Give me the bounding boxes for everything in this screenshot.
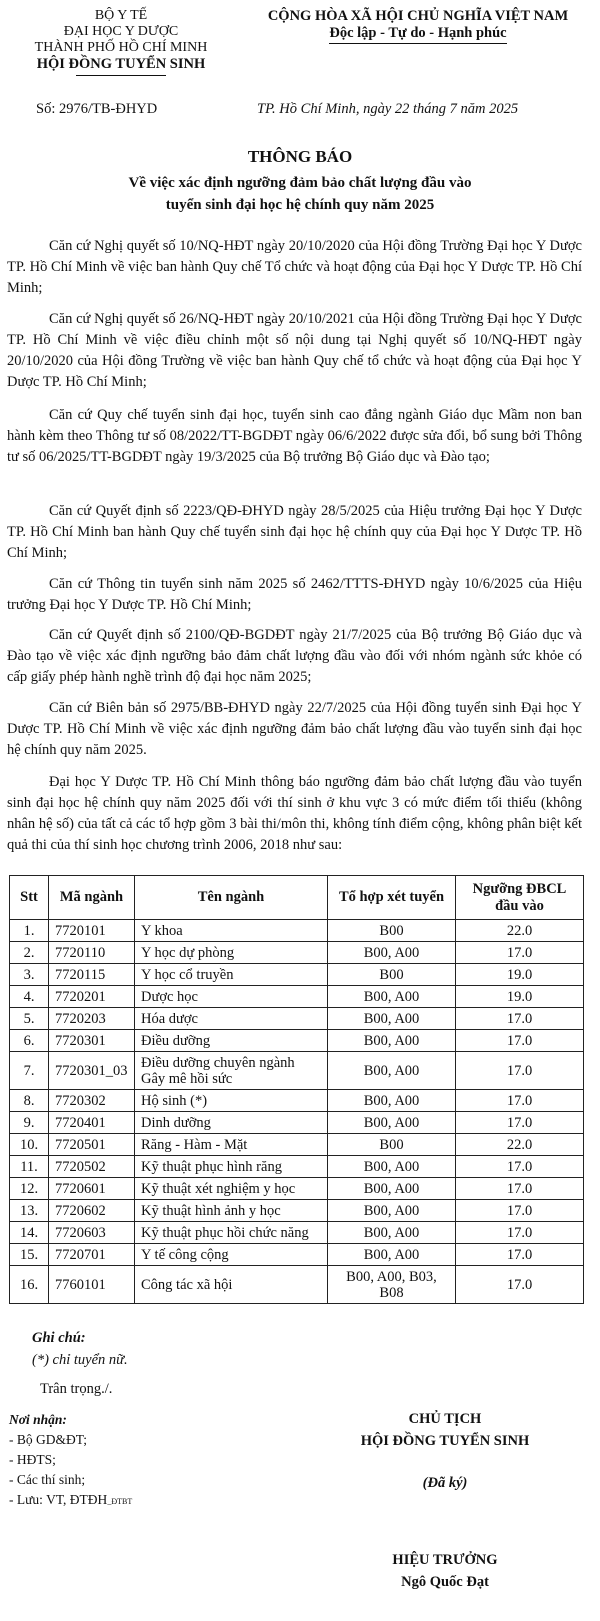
issuer-ministry: BỘ Y TẾ [94, 8, 148, 23]
cell-combination: B00, A00 [328, 1178, 456, 1200]
issuer-city: THÀNH PHỐ HỒ CHÍ MINH [34, 40, 208, 55]
cell-major: Kỹ thuật phục hồi chức năng [135, 1222, 328, 1244]
cell-code: 7760101 [49, 1266, 135, 1304]
table-row [10, 1222, 584, 1244]
cell-combination: B00, A00 [328, 1112, 456, 1134]
table-row [10, 1030, 584, 1052]
legal-basis-6: Căn cứ Quyết định số 2100/QĐ-BGDĐT ngày 21/7/2025 của Bộ trưởng Bộ Giáo dục và Đào tạo về việc xác định ngưỡng bảo đảm chất lượng đầu vào đối với nhóm ngành sức khỏe có cấp giấy phép hành nghề trình độ đại học năm 2025; [7, 627, 582, 685]
table-row [10, 1156, 584, 1178]
cell-stt: 4. [10, 986, 49, 1008]
cell-combination: B00, A00 [328, 1222, 456, 1244]
cell-threshold: 19.0 [456, 964, 584, 986]
cell-threshold: 17.0 [456, 1030, 584, 1052]
legal-basis-4: Căn cứ Quyết định số 2223/QĐ-ĐHYD ngày 28/5/2025 của Hiệu trưởng Đại học Y Dược TP. Hồ Chí Minh ban hành Quy chế tuyển sinh đại học hệ chính quy của Đại học Y Dược TP. Hồ Chí Minh; [7, 503, 582, 561]
notice-title: THÔNG BÁO [247, 147, 353, 166]
col-header-threshold: Ngưỡng ĐBCL đầu vào [456, 876, 584, 920]
cell-threshold: 17.0 [456, 1266, 584, 1304]
cell-stt: 11. [10, 1156, 49, 1178]
cell-stt: 10. [10, 1134, 49, 1156]
cell-combination: B00, A00, B03, B08 [328, 1266, 456, 1304]
cell-threshold: 17.0 [456, 1090, 584, 1112]
cell-combination: B00, A00 [328, 942, 456, 964]
cell-code: 7720602 [49, 1200, 135, 1222]
cell-stt: 12. [10, 1178, 49, 1200]
cell-stt: 1. [10, 920, 49, 942]
cell-threshold: 17.0 [456, 1008, 584, 1030]
cell-code: 7720601 [49, 1178, 135, 1200]
cell-threshold: 17.0 [456, 942, 584, 964]
cell-major: Hóa dược [135, 1008, 328, 1030]
cell-major: Điều dưỡng [135, 1030, 328, 1052]
cell-major: Kỹ thuật hình ảnh y học [135, 1200, 328, 1222]
cell-combination: B00 [328, 964, 456, 986]
col-header-stt: Stt [10, 876, 49, 920]
cell-combination: B00, A00 [328, 1008, 456, 1030]
national-motto-block [248, 8, 588, 44]
cell-threshold: 22.0 [456, 920, 584, 942]
cell-stt: 6. [10, 1030, 49, 1052]
cell-code: 7720115 [49, 964, 135, 986]
cell-threshold: 22.0 [456, 1134, 584, 1156]
table-row [10, 986, 584, 1008]
cell-code: 7720110 [49, 942, 135, 964]
cell-major: Y học dự phòng [135, 942, 328, 964]
table-row [10, 1090, 584, 1112]
cell-major: Dinh dưỡng [135, 1112, 328, 1134]
cell-code: 7720301_03 [49, 1052, 135, 1090]
table-header-row [10, 876, 584, 920]
document-number: Số: 2976/TB-ĐHYD [36, 101, 158, 117]
national-name: CỘNG HÒA XÃ HỘI CHỦ NGHĨA VIỆT NAM [267, 8, 569, 24]
col-header-combination: Tổ hợp xét tuyển [328, 876, 456, 920]
recipients-block [9, 1410, 132, 1512]
cell-major: Y học cổ truyền [135, 964, 328, 986]
cell-combination: B00, A00 [328, 1156, 456, 1178]
recipient-archive [9, 1490, 132, 1512]
table-row [10, 1266, 584, 1304]
table-row [10, 1178, 584, 1200]
cell-combination: B00, A00 [328, 1030, 456, 1052]
issuer-underline [76, 75, 166, 76]
cell-stt: 15. [10, 1244, 49, 1266]
notes-text: (*) chỉ tuyển nữ. [32, 1352, 128, 1368]
cell-threshold: 17.0 [456, 1178, 584, 1200]
legal-basis-2: Căn cứ Nghị quyết số 26/NQ-HĐT ngày 20/10/2021 của Hội đồng Trường Đại học Y Dược TP. Hồ Chí Minh về việc điều chỉnh một số nội dung tại Nghị quyết số 10/NQ-HĐT ngày 20/10/2020 của Hội đồng Trường về việc ban hành Quy chế tổ chức và hoạt động của Đại học Y Dược TP. Hồ Chí Minh; [7, 311, 582, 390]
cell-threshold: 19.0 [456, 986, 584, 1008]
cell-combination: B00, A00 [328, 1244, 456, 1266]
col-header-code: Mã ngành [49, 876, 135, 920]
cell-stt: 16. [10, 1266, 49, 1304]
cell-code: 7720301 [49, 1030, 135, 1052]
cell-combination: B00, A00 [328, 1090, 456, 1112]
cell-threshold: 17.0 [456, 1156, 584, 1178]
table-row [10, 942, 584, 964]
table-row [10, 964, 584, 986]
recipient-item: - Bộ GD&ĐT; [9, 1432, 88, 1447]
table-row [10, 1244, 584, 1266]
cell-combination: B00, A00 [328, 986, 456, 1008]
table-row [10, 1052, 584, 1090]
legal-basis-3: Căn cứ Quy chế tuyển sinh đại học, tuyển sinh cao đẳng ngành Giáo dục Mầm non ban hành kèm theo Thông tư số 08/2022/TT-BGDĐT ngày 06/6/2022 được sửa đổi, bổ sung bởi Thông tư số 06/2025/TT-BGDĐT ngày 19/3/2025 của Bộ trưởng Bộ Giáo dục và Đào tạo; [7, 407, 582, 465]
notice-subject [0, 172, 600, 216]
col-header-major: Tên ngành [135, 876, 328, 920]
cell-code: 7720401 [49, 1112, 135, 1134]
issuer-block [6, 8, 236, 76]
legal-basis-1: Căn cứ Nghị quyết số 10/NQ-HĐT ngày 20/10/2020 của Hội đồng Trường Đại học Y Dược TP. Hồ Chí Minh về việc ban hành Quy chế Tổ chức và hoạt động của Đại học Y Dược TP. Hồ Chí Minh; [7, 238, 582, 296]
cell-stt: 9. [10, 1112, 49, 1134]
closing-text: Trân trọng./. [40, 1381, 113, 1397]
table-row [10, 1134, 584, 1156]
cell-major: Hộ sinh (*) [135, 1090, 328, 1112]
cell-code: 7720501 [49, 1134, 135, 1156]
cell-combination: B00, A00 [328, 1200, 456, 1222]
cell-stt: 8. [10, 1090, 49, 1112]
signature-name: Ngô Quốc Đạt [401, 1574, 489, 1590]
cell-stt: 2. [10, 942, 49, 964]
issuer-university: ĐẠI HỌC Y DƯỢC [63, 24, 179, 39]
notice-subject-line2: tuyển sinh đại học hệ chính quy năm 2025 [165, 197, 435, 213]
national-motto: Độc lập - Tự do - Hạnh phúc [329, 25, 506, 44]
cell-major: Điều dưỡng chuyên ngành Gây mê hồi sức [135, 1052, 328, 1090]
notes-label: Ghi chú: [32, 1330, 86, 1346]
notice-subject-line1: Về việc xác định ngưỡng đảm bảo chất lượng đầu vào [128, 175, 472, 191]
cell-stt: 5. [10, 1008, 49, 1030]
cell-stt: 7. [10, 1052, 49, 1090]
cell-code: 7720701 [49, 1244, 135, 1266]
cell-major: Dược học [135, 986, 328, 1008]
cell-threshold: 17.0 [456, 1222, 584, 1244]
cell-combination: B00 [328, 920, 456, 942]
signature-block [310, 1408, 580, 1593]
recipients-label: Nơi nhận: [9, 1412, 67, 1427]
recipient-archive-text: - Lưu: VT, ĐTĐH [9, 1492, 108, 1507]
table-row [10, 1008, 584, 1030]
cell-code: 7720203 [49, 1008, 135, 1030]
signature-title-council: HỘI ĐỒNG TUYỂN SINH [360, 1433, 530, 1449]
issuer-council: HỘI ĐỒNG TUYỂN SINH [36, 56, 206, 72]
table-row [10, 1200, 584, 1222]
cell-stt: 13. [10, 1200, 49, 1222]
cell-stt: 3. [10, 964, 49, 986]
announcement-paragraph: Đại học Y Dược TP. Hồ Chí Minh thông báo ngưỡng đảm bảo chất lượng đầu vào tuyển sinh đại học hệ chính quy năm 2025 đối với thí sinh ở khu vực 3 có mức điểm tối thiểu (không nhân hệ số) của tất cả các tổ hợp gồm 3 bài thi/môn thi, không tính điểm cộng, không phân biệt kết quả thi của thí sinh học chương trình 2006, 2018 như sau: [7, 774, 582, 853]
cell-code: 7720302 [49, 1090, 135, 1112]
cell-major: Kỹ thuật xét nghiệm y học [135, 1178, 328, 1200]
cell-stt: 14. [10, 1222, 49, 1244]
legal-basis-7: Căn cứ Biên bản số 2975/BB-ĐHYD ngày 22/7/2025 của Hội đồng tuyển sinh Đại học Y Dược TP. Hồ Chí Minh về việc xác định ngưỡng đảm bảo chất lượng đầu vào tuyển sinh đại học hệ chính quy năm 2025. [7, 700, 582, 758]
signature-title-chair: CHỦ TỊCH [408, 1411, 482, 1427]
cell-major: Y tế công cộng [135, 1244, 328, 1266]
cell-combination: B00 [328, 1134, 456, 1156]
legal-basis-5: Căn cứ Thông tin tuyển sinh năm 2025 số 2462/TTTS-ĐHYD ngày 10/6/2025 của Hiệu trưởng Đại học Y Dược TP. Hồ Chí Minh; [7, 576, 582, 613]
cell-major: Răng - Hàm - Mặt [135, 1134, 328, 1156]
recipient-item: - HĐTS; [9, 1452, 56, 1467]
cell-code: 7720502 [49, 1156, 135, 1178]
recipient-item: - Các thí sinh; [9, 1472, 86, 1487]
signature-position: HIỆU TRƯỞNG [392, 1552, 498, 1568]
threshold-table [9, 875, 584, 1304]
document-date: TP. Hồ Chí Minh, ngày 22 tháng 7 năm 2025 [257, 101, 519, 117]
cell-threshold: 17.0 [456, 1200, 584, 1222]
cell-threshold: 17.0 [456, 1052, 584, 1090]
table-row [10, 1112, 584, 1134]
table-row [10, 920, 584, 942]
recipient-archive-suffix: _ĐTBT [107, 1497, 133, 1506]
cell-combination: B00, A00 [328, 1052, 456, 1090]
cell-threshold: 17.0 [456, 1112, 584, 1134]
cell-major: Kỹ thuật phục hình răng [135, 1156, 328, 1178]
cell-code: 7720101 [49, 920, 135, 942]
cell-threshold: 17.0 [456, 1244, 584, 1266]
cell-major: Công tác xã hội [135, 1266, 328, 1304]
signature-signed-note: (Đã ký) [422, 1475, 468, 1491]
cell-code: 7720201 [49, 986, 135, 1008]
cell-code: 7720603 [49, 1222, 135, 1244]
cell-major: Y khoa [135, 920, 328, 942]
